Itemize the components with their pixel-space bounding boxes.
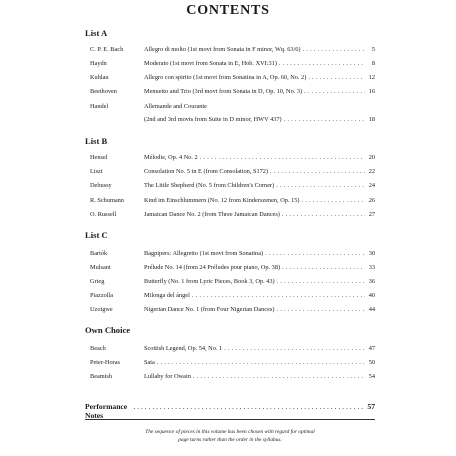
work-title: Kind im Einschlummern (No. 12 from Kinderszenen, Op. 15) [144,197,300,204]
toc-entry[interactable] [85,86,375,97]
work-title: Sata [144,359,155,366]
composer-name: Bartók [90,250,108,257]
composer-name: Haydn [90,60,107,67]
leader-dots [193,371,365,382]
page-title: CONTENTS [186,3,270,18]
composer-name: O. Russell [90,211,117,218]
toc-entry[interactable] [85,357,375,368]
composer-name: R. Schumann [90,197,124,204]
work-title: Butterfly (No. 1 from Lyric Pieces, Book 3, Op. 43) [144,278,275,285]
page-number: 26 [368,197,375,204]
page-number: 47 [368,345,375,352]
work-title: Allegro con spirito (1st movt from Sonatina in A, Op. 60, No. 2) [144,74,307,81]
leader-dots [157,357,365,368]
work-title: (2nd and 3rd movts from Suite in D minor, HWV 437) [144,116,282,123]
toc-entry[interactable] [85,209,375,220]
composer-name: C. P. E. Bach [90,46,124,53]
composer-name: Liszt [90,168,103,175]
leader-dots [270,166,365,177]
work-title: Consolation No. 5 in E (from Consolation, S172) [144,168,269,175]
toc-entry[interactable] [85,290,375,301]
work-title: Prélude No. 14 (from 24 Préludes pour piano, Op. 38) [144,264,281,271]
page-number: 33 [368,264,375,271]
performance-notes-entry[interactable] [85,402,375,420]
toc-entry[interactable] [85,166,375,177]
page-number: 36 [368,278,375,285]
composer-name: Kuhlau [90,74,109,81]
leader-dots [304,86,365,97]
toc-entry[interactable] [85,304,375,315]
page-number: 20 [368,154,375,161]
work-title: Jamaican Dance No. 2 (from Three Jamaican Dances) [144,211,280,218]
leader-dots [284,114,365,125]
page-number: 27 [368,211,375,218]
page-number: 8 [371,60,375,67]
leader-dots [303,44,365,55]
composer-name: Grieg [90,278,105,285]
work-title: Menuetto and Trio (3rd movt from Sonata in D, Op. 10, No. 3) [144,88,303,95]
toc-entry[interactable] [85,58,375,69]
leader-dots [282,209,365,220]
toc-entry[interactable] [85,44,375,55]
composer-name: Uzoigwe [90,306,113,313]
work-title: Bagpipers: Allegretto (1st movt from Sonatina) [144,250,264,257]
page-number: 50 [368,359,375,366]
leader-dots [301,195,365,206]
toc-entry[interactable] [85,114,375,125]
composer-name: Hensel [90,154,108,161]
footnote: The sequence of pieces in this volume has been chosen with regard for optimal page turns rather than the order in the syllabus. [145,429,315,443]
performance-notes-label: Performance Notes [85,402,128,420]
toc-entry[interactable] [85,101,375,112]
work-title: Moderato (1st movt from Sonata in E, Hob. XVI:31) [144,60,277,67]
page-number: 40 [368,292,375,299]
composer-name: Beach [90,345,106,352]
leader-dots [282,262,365,273]
section-heading-list-c: List C [85,230,108,240]
toc-entry[interactable] [85,343,375,354]
page-number: 16 [368,88,375,95]
section-heading-list-a: List A [85,28,108,38]
leader-dots [133,402,364,411]
page-number: 54 [368,373,375,380]
composer-name: Peter-Horas [90,359,120,366]
divider [85,419,375,420]
composer-name: Debussy [90,182,112,189]
page-number: 5 [371,46,375,53]
leader-dots [276,304,365,315]
composer-name: Beethoven [90,88,117,95]
work-title: Allemande and Courante [144,103,207,110]
leader-dots [308,72,365,83]
work-title: Lullaby for Owain [144,373,191,380]
toc-entry[interactable] [85,371,375,382]
toc-entry[interactable] [85,262,375,273]
page-number: 24 [368,182,375,189]
leader-dots [277,276,365,287]
page-number: 18 [368,116,375,123]
work-title: Scottish Legend, Op. 54, No. 1 [144,345,223,352]
section-heading-list-b: List B [85,136,108,146]
toc-entry[interactable] [85,180,375,191]
page-number: 22 [368,168,375,175]
leader-dots [279,58,365,69]
leader-dots [200,152,365,163]
work-title: Nigerian Dance No. 1 (from Four Nigerian Dances) [144,306,275,313]
leader-dots [276,180,365,191]
work-title: Mélodie, Op. 4 No. 2 [144,154,198,161]
leader-dots [265,248,365,259]
toc-entry[interactable] [85,195,375,206]
composer-name: Mulsant [90,264,111,271]
composer-name: Beamish [90,373,113,380]
toc-entry[interactable] [85,248,375,259]
page-number: 12 [368,74,375,81]
work-title: Allegro di molto (1st movt from Sonata in F minor, Wq. 63/6) [144,46,301,53]
page-number: 44 [368,306,375,313]
composer-name: Piazzolla [90,292,114,299]
leader-dots [192,290,365,301]
section-heading-own-choice: Own Choice [85,325,131,335]
leader-dots [224,343,365,354]
toc-entry[interactable] [85,72,375,83]
work-title: The Little Shepherd (No. 5 from Children's Corner) [144,182,275,189]
composer-name: Handel [90,103,109,110]
toc-entry[interactable] [85,152,375,163]
page-number: 30 [368,250,375,257]
page-number: 57 [367,402,375,411]
toc-entry[interactable] [85,276,375,287]
work-title: Milonga del ángel [144,292,190,299]
